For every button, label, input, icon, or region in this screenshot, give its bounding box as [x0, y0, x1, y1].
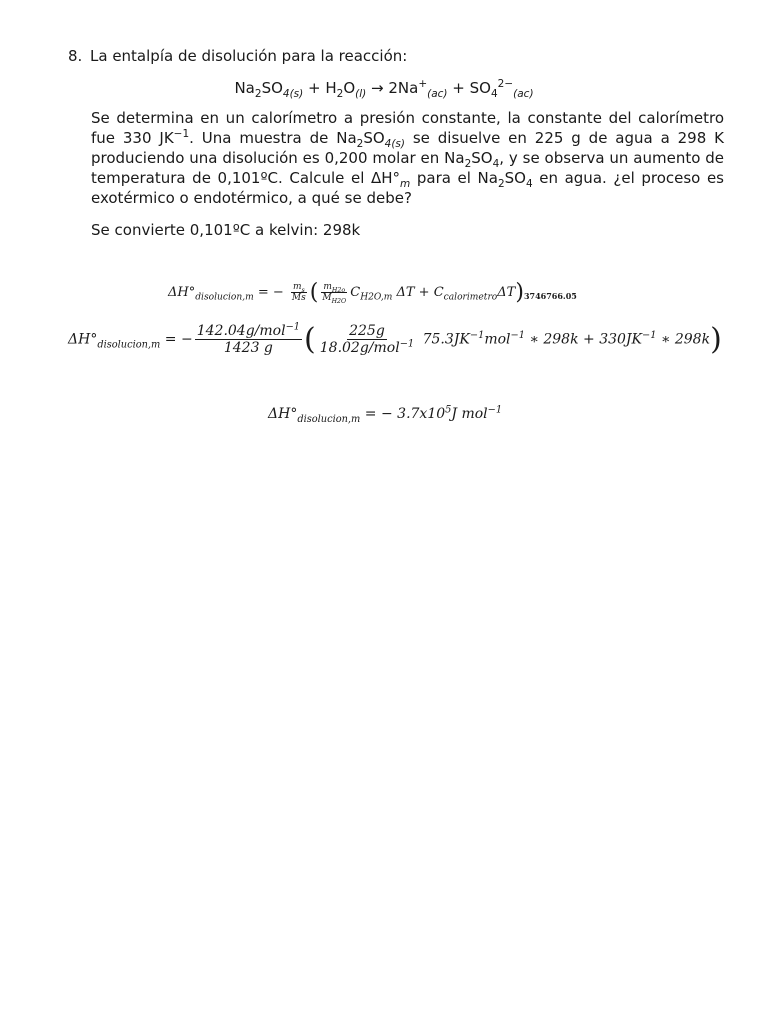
frac-text: m: [292, 281, 302, 292]
line-sub: 4: [525, 178, 533, 190]
reaction-state: (ac): [513, 88, 534, 100]
reaction-sub: 4: [490, 88, 498, 100]
paragraph-line-5: exotérmico o endotérmico, a qué se debe?: [91, 189, 412, 207]
eq-sup: −1: [510, 329, 525, 341]
eq-lhs-sub: disolucion,m: [97, 339, 161, 351]
line-text: para el Na: [410, 169, 498, 187]
conversion-note: Se convierte 0,101ºC a kelvin: 298k: [91, 221, 361, 239]
frac-sub: H2o: [331, 286, 346, 294]
equation-tag: 3746766.05: [523, 291, 577, 301]
paragraph-line-1: Se determina en un calorímetro a presión constante, la constante del calorímetro: [91, 109, 724, 127]
reaction-sub: 2: [336, 88, 344, 100]
open-paren: (: [309, 280, 319, 305]
frac-sup: −1: [399, 338, 415, 350]
fraction-denominator: Ms: [291, 293, 306, 303]
frac-text: 18.02g/mol: [319, 340, 400, 356]
eq-lhs: ΔH°: [168, 285, 196, 300]
eq-equals: = −: [160, 331, 193, 348]
line-sub: 2: [464, 158, 472, 170]
frac-sup: −1: [285, 321, 301, 333]
line-text: . Una muestra de Na: [189, 129, 357, 147]
reaction-state: (l): [355, 88, 367, 100]
eq-term: mol: [484, 331, 511, 348]
frac-text: 142.04g/mol: [196, 322, 286, 339]
eq-term: ∗ 298k: [656, 331, 711, 348]
close-paren: ): [710, 322, 722, 357]
eq-lhs-sub: disolucion,m: [297, 413, 361, 425]
paragraph-line-4: [91, 168, 724, 188]
eq-sub: H2O,m: [360, 292, 393, 303]
reaction-arrow: → 2Na: [366, 79, 419, 97]
eq-equals: = −: [253, 285, 288, 300]
equation-result: [268, 404, 503, 425]
reaction-text: O: [343, 79, 356, 97]
eq-value: = − 3.7x10: [360, 406, 446, 422]
line-text: SO: [471, 149, 493, 167]
line-text: se disuelve en 225 g de agua a 298 K: [405, 129, 724, 147]
close-paren: ): [515, 280, 524, 305]
line-text: SO: [504, 169, 526, 187]
open-paren: (: [304, 322, 316, 357]
fraction-numerator: [291, 282, 307, 293]
line-text: en agua. ¿el proceso es: [532, 169, 724, 187]
eq-term: 75.3JK: [418, 331, 470, 348]
line-sub: m: [400, 178, 411, 190]
eq-lhs-sub: disolucion,m: [195, 292, 254, 303]
fraction-denominator: 1423 g: [223, 340, 273, 356]
reaction-text: SO: [261, 79, 283, 97]
line-sub: 4: [492, 158, 500, 170]
eq-term: C: [350, 285, 361, 300]
problem-title: La entalpía de disolución para la reacción:: [90, 47, 408, 65]
fraction-numerator: 225g: [349, 322, 385, 339]
frac-text: m: [323, 281, 332, 292]
eq-lhs: ΔH°: [268, 406, 298, 422]
frac-sub: s: [301, 286, 305, 294]
eq-term: ΔT: [497, 285, 516, 300]
fraction-ms-over-Ms: [290, 282, 308, 304]
reaction-state: 4(s): [282, 88, 304, 100]
reaction-text: + H: [303, 79, 337, 97]
line-sup: −1: [173, 128, 190, 140]
frac-text: M: [322, 293, 332, 303]
fraction-water: [320, 282, 348, 304]
fraction-molar-mass: [195, 323, 302, 356]
paragraph-line-2: [91, 128, 724, 148]
fraction-denominator: [320, 293, 348, 303]
reaction-equation: [0, 78, 768, 98]
eq-exponent: 5: [445, 404, 452, 416]
reaction-charge: 2−: [497, 78, 514, 90]
line-sub: 2: [356, 138, 364, 150]
fraction-denominator: [318, 340, 416, 356]
fraction-water-moles: [318, 323, 416, 356]
eq-sub: calorimetro: [443, 292, 498, 303]
eq-lhs: ΔH°: [68, 331, 98, 348]
eq-sup: −1: [642, 329, 657, 341]
reaction-reactant-1: Na: [234, 79, 255, 97]
line-text: SO: [363, 129, 385, 147]
equation-substituted: [68, 322, 722, 357]
eq-term: ∗ 298k + 330JK: [524, 331, 642, 348]
eq-sup: −1: [469, 329, 485, 341]
reaction-sub: 2: [254, 88, 262, 100]
line-text: fue 330 JK: [91, 129, 174, 147]
problem-number: 8.: [68, 47, 83, 65]
fraction-numerator: [321, 282, 347, 293]
eq-term: ΔT + C: [392, 285, 444, 300]
eq-unit: J mol: [451, 406, 488, 422]
line-text: , y se observa un aumento de: [499, 149, 724, 167]
line-sub: 2: [497, 178, 505, 190]
equation-general: [168, 280, 577, 305]
line-sub: 4(s): [384, 138, 405, 150]
reaction-state: (ac): [427, 88, 448, 100]
line-text: produciendo una disolución es 0,200 molar en Na: [91, 149, 465, 167]
frac-sub: H2O: [331, 297, 347, 305]
fraction-numerator: [195, 323, 302, 340]
paragraph-line-3: [91, 148, 724, 168]
reaction-charge: +: [418, 78, 428, 90]
line-text: temperatura de 0,101ºC. Calcule el ΔH°: [91, 169, 401, 187]
eq-unit-sup: −1: [487, 404, 503, 416]
reaction-text: + SO: [447, 79, 491, 97]
problem-paragraph: [91, 108, 724, 208]
